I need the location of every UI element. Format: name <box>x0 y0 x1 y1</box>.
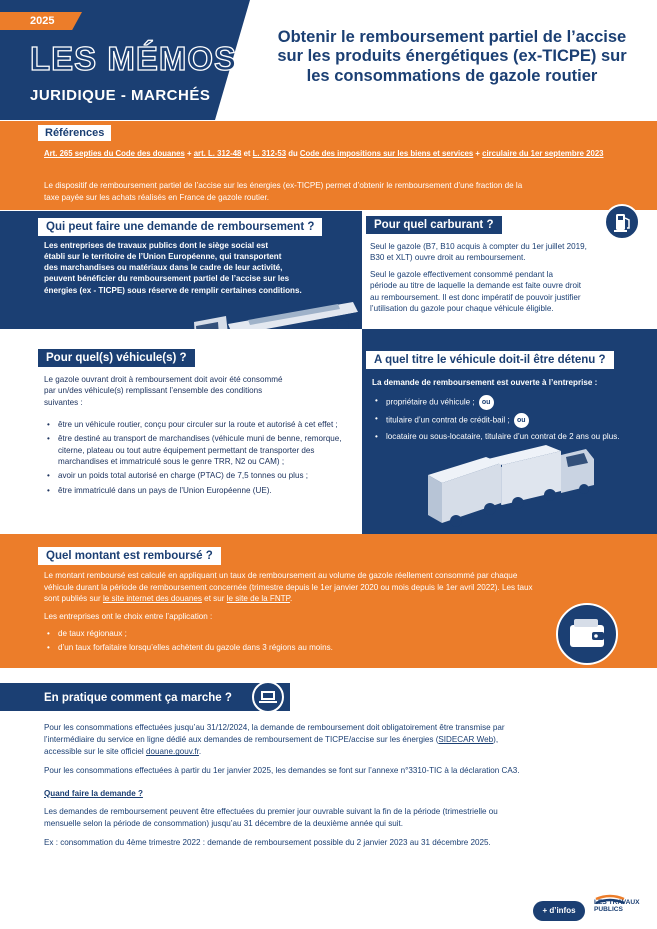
main-title <box>262 28 642 86</box>
references-links <box>44 149 644 160</box>
fuel-pump-icon <box>604 204 640 240</box>
pratique-subheading: Quand faire la demande ? <box>44 788 143 798</box>
carburant-line: période au titre de laquelle la demande est faite ouvre droit <box>370 281 582 291</box>
pratique-header-mask <box>290 683 657 711</box>
montant-item: • d’un taux forfaitaire lorsqu’elles achètent du gazole dans 3 régions au moins. <box>44 642 544 653</box>
sep: et <box>241 149 253 158</box>
pratique-line: Ex : consommation du 4ème trimestre 2022 : demande de remboursement possible du 2 janvier 2023 au 31 décembre 2025. <box>44 837 491 847</box>
references-text-line: taxe payée sur les achats réalisés en France de gazole routier. <box>44 192 269 202</box>
carburant-text <box>370 241 642 315</box>
titre-item <box>372 413 644 428</box>
link-l312-53[interactable]: L. 312-53 <box>252 149 287 158</box>
pratique-line: Pour les consommations effectuées jusqu’au 31/12/2024, la demande de remboursement doit obligatoirement être transmise par <box>44 723 505 732</box>
main-title-line-2: sur les produits énergétiques (ex-TICPE) sur <box>277 47 627 66</box>
ou-badge: ou <box>514 413 529 428</box>
pratique-text-part: ), <box>493 735 499 745</box>
more-info-button[interactable] <box>533 901 585 921</box>
sep: + <box>184 149 194 158</box>
qui-text <box>44 240 349 296</box>
montant-line: Le montant remboursé est calculé en appliquant un taux de remboursement au volume de gazole réellement consommé par chaque <box>44 571 518 580</box>
references-text <box>44 180 650 203</box>
laptop-icon <box>252 681 284 713</box>
vehicules-item: • être destiné au transport de marchandises (véhicule muni de benne, remorque, citerne, plateau ou tout autre équipement permettant de transporter des marchandises et immatriculé sous le genre TRR, N2 ou CAM) ; <box>44 433 344 467</box>
sep: + <box>473 149 483 158</box>
montant-text-part: sont publiés sur <box>44 594 103 604</box>
link-circulaire[interactable]: circulaire du 1er septembre 2023 <box>482 149 604 158</box>
qui-title: Qui peut faire une demande de remboursement ? <box>38 218 322 236</box>
vehicules-list <box>44 419 344 499</box>
qui-line: établi sur le territoire de l’Union Européenne, qui transportent <box>44 252 282 262</box>
link-douanes[interactable]: le site internet des douanes <box>102 594 202 604</box>
titre-item-text: propriétaire du véhicule ; <box>386 397 475 407</box>
pratique-text-part: accessible sur le site officiel <box>44 747 146 757</box>
link-fntp[interactable]: le site de la FNTP <box>226 594 290 604</box>
qui-line: Les entreprises de travaux publics dont le siège social est <box>44 241 269 250</box>
vehicules-intro-line: Le gazole ouvrant droit à remboursement doit avoir été consommé <box>44 375 283 384</box>
vehicules-title: Pour quel(s) véhicule(s) ? <box>38 349 195 367</box>
more-info-label: + d’infos <box>542 906 576 915</box>
link-art-l312-48[interactable]: art. L. 312-48 <box>193 149 242 158</box>
titre-item <box>372 395 644 410</box>
carburant-line: l’utilisation du gazole pour chaque véhicule éligible. <box>370 304 554 314</box>
box-trucks-illustration <box>426 445 626 533</box>
carburant-line: au remboursement. Il est donc impératif de pouvoir justifier <box>370 292 581 302</box>
link-sidecar[interactable]: SIDECAR Web <box>438 735 494 745</box>
link-douane-gouv[interactable]: douane.gouv.fr <box>145 747 199 757</box>
vehicules-item: • avoir un poids total autorisé en charge (PTAC) de 7,5 tonnes ou plus ; <box>44 470 344 481</box>
vehicules-intro <box>44 374 350 408</box>
qui-line: énergies (ex - TICPE) sous réserve de remplir certaines conditions. <box>44 285 302 295</box>
vehicules-intro-line: par un/des véhicule(s) remplissant l’ensemble des conditions <box>44 386 263 396</box>
titre-item-text: titulaire d’un contrat de crédit-bail ; <box>386 415 510 425</box>
montant-title: Quel montant est remboursé ? <box>38 547 221 565</box>
titre-title: A quel titre le véhicule doit-il être détenu ? <box>366 351 614 369</box>
carburant-line: B30 et XLT) ouvre droit au remboursement. <box>370 253 526 263</box>
montant-line <box>44 593 650 605</box>
memo-title: LES MÉMOS <box>30 40 238 77</box>
vehicules-item: • être immatriculé dans un pays de l’Union Européenne (UE). <box>44 485 344 496</box>
main-title-line-3: les consommations de gazole routier <box>306 66 598 85</box>
vehicules-intro-line: suivantes : <box>44 397 83 407</box>
montant-text-part: . <box>289 594 293 604</box>
pratique-text-part: l’intermédiaire du service en ligne dédié aux demandes de remboursement de TICPE/accise sur les énergies ( <box>44 735 439 745</box>
ou-badge: ou <box>479 395 494 410</box>
montant-item: • de taux régionaux ; <box>44 628 544 639</box>
titre-intro: La demande de remboursement est ouverte à l’entreprise : <box>372 378 598 387</box>
link-code-douanes[interactable]: Art. 265 septies du Code des douanes <box>44 149 185 158</box>
titre-item: • locataire ou sous-locataire, titulaire d’un contrat de 2 ans ou plus. <box>372 431 644 442</box>
pratique-line <box>44 734 650 746</box>
pratique-text <box>44 722 650 849</box>
sep: du <box>286 149 300 158</box>
pratique-line: mensuelle selon la période de consommation) jusqu’au 31 décembre de la deuxième année qui suit. <box>44 818 404 828</box>
references-text-line: Le dispositif de remboursement partiel de l’accise sur les énergies (ex-TICPE) permet d’obtenir le remboursement d’une fraction de la <box>44 181 523 190</box>
carburant-title: Pour quel carburant ? <box>366 216 502 234</box>
carburant-line: Seul le gazole (B7, B10 acquis à compter du 1er juillet 2019, <box>370 242 587 251</box>
montant-text-part: et sur <box>201 594 227 604</box>
year-label: 2025 <box>30 15 55 27</box>
titre-list <box>372 395 644 445</box>
main-title-line-1: Obtenir le remboursement partiel de l’accise <box>277 28 627 46</box>
montant-choice: Les entreprises ont le choix entre l’application : <box>44 612 213 622</box>
pratique-line: Les demandes de remboursement peuvent être effectuées du premier jour ouvrable suivant la fin de la période (trimestrielle ou <box>44 806 498 816</box>
link-cibs[interactable]: Code des impositions sur les biens et services <box>299 149 474 158</box>
qui-line: des marchandises ou matériaux dans le cadre de leur activité, <box>44 263 283 273</box>
montant-line: véhicule durant la période de remboursement concernée (trimestre depuis le 1er janvier 2020 ou mois depuis le 1er avril 2022). Les taux <box>44 582 533 592</box>
pratique-line <box>44 746 650 758</box>
pratique-title: En pratique comment ça marche ? <box>38 689 240 707</box>
fntp-logo <box>594 891 648 921</box>
references-title: Références <box>38 125 111 141</box>
fntp-logo-text: LES TRAVAUX PUBLICS <box>594 899 640 913</box>
vehicules-item: • être un véhicule routier, conçu pour circuler sur la route et autorisé à cet effet ; <box>44 419 344 430</box>
montant-list <box>44 628 544 657</box>
pratique-line: Pour les consommations effectuées à partir du 1er janvier 2025, les demandes se font sur l’annexe n°3310-TIC à la déclaration CA3. <box>44 766 520 776</box>
pratique-text-part: . <box>198 747 202 757</box>
memo-subtitle: JURIDIQUE - MARCHÉS <box>30 87 211 104</box>
qui-line: peuvent bénéficier du remboursement partiel de l’accise sur les <box>44 274 290 284</box>
wallet-icon <box>556 603 618 665</box>
carburant-line: Seul le gazole effectivement consommé pendant la <box>370 269 553 279</box>
